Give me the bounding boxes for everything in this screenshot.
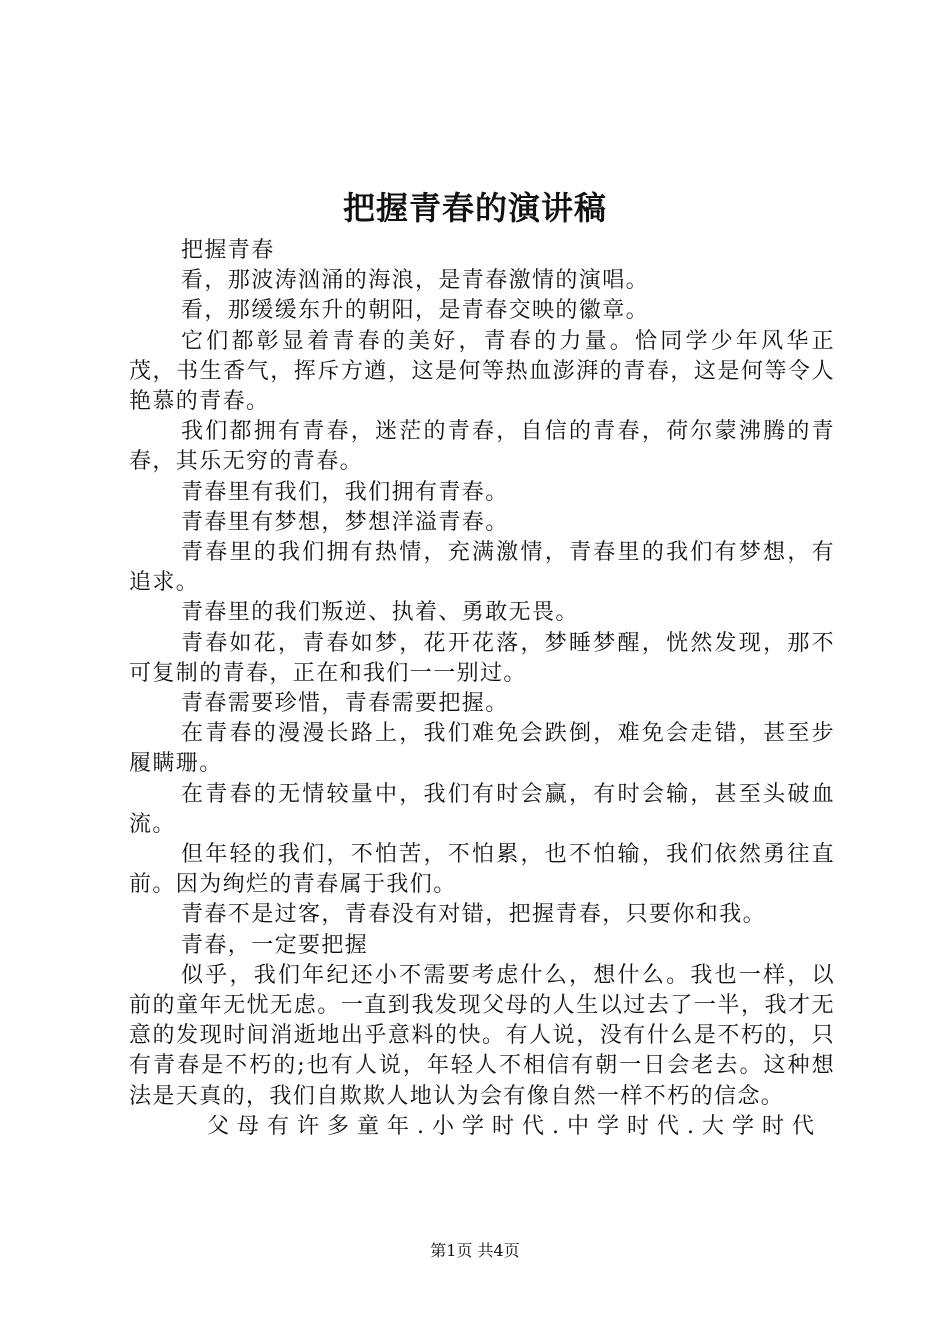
paragraph: 我们都拥有青春，迷茫的青春，自信的青春，荷尔蒙沸腾的青春，其乐无穷的青春。 xyxy=(129,419,835,475)
paragraph: 青春里有我们，我们拥有青春。 xyxy=(181,479,509,505)
paragraph: 它们都彰显着青春的美好，青春的力量。恰同学少年风华正茂，书生香气，挥斥方遒，这是何等热血澎湃的青春，这是何等令人艳慕的青春。 xyxy=(129,328,835,415)
paragraph: 青春不是过客，青春没有对错，把握青春，只要你和我。 xyxy=(181,902,767,928)
document-title: 把握青春的演讲稿 xyxy=(342,189,607,227)
paragraph: 青春里的我们叛逆、执着、勇敢无畏。 xyxy=(181,600,579,626)
paragraph: 青春，一定要把握 xyxy=(181,932,369,958)
paragraph: 看，那波涛汹涌的海浪，是青春激情的演唱。 xyxy=(181,268,650,294)
paragraph: 青春里有梦想，梦想洋溢青春。 xyxy=(181,509,509,535)
paragraph: 看，那缓缓东升的朝阳，是青春交映的徽章。 xyxy=(181,298,650,324)
page-footer: 第1页 共4页 xyxy=(430,1241,520,1260)
paragraph: 青春如花，青春如梦，花开花落，梦睡梦醒，恍然发现，那不可复制的青春，正在和我们一一别过。 xyxy=(129,630,835,686)
paragraph: 似乎，我们年纪还小不需要考虑什么，想什么。我也一样，以前的童年无忧无虑。一直到我发现父母的人生以过去了一半，我才无意的发现时间消逝地出乎意料的快。有人说，没有什么是不朽的，只有青春是不朽的;也有人说，年轻人不相信有朝一日会老去。这种想法是天真的，我们自欺欺人地认为会有像自然一样不朽的信念。 xyxy=(129,962,835,1109)
paragraph: 但年轻的我们，不怕苦，不怕累，也不怕输，我们依然勇往直前。因为绚烂的青春属于我们。 xyxy=(129,842,835,898)
paragraph: 把握青春 xyxy=(181,238,275,263)
document-body xyxy=(129,236,835,1142)
paragraph: 在青春的漫漫长路上，我们难免会跌倒，难免会走错，甚至步履瞒珊。 xyxy=(129,721,835,777)
paragraph: 青春里的我们拥有热情，充满激情，青春里的我们有梦想，有追求。 xyxy=(129,540,835,596)
paragraph: 父母有许多童年.小学时代.中学时代.大学时代 xyxy=(207,1113,822,1139)
paragraph: 青春需要珍惜，青春需要把握。 xyxy=(181,691,509,717)
paragraph: 在青春的无情较量中，我们有时会赢，有时会输，甚至头破血流。 xyxy=(129,781,835,837)
